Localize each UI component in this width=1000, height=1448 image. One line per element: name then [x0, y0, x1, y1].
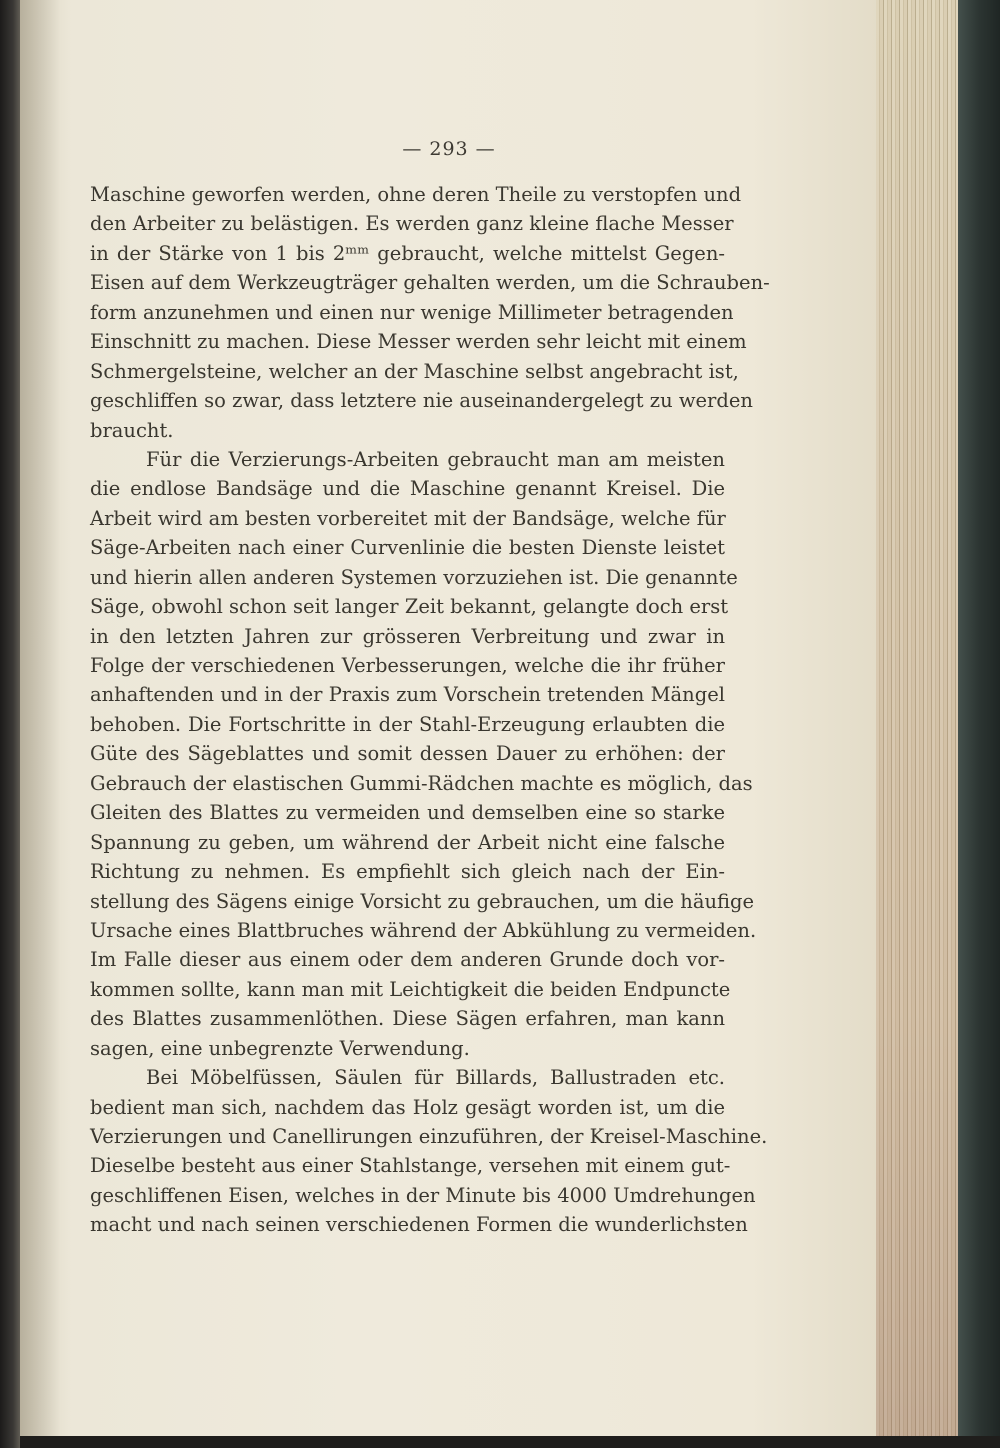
bottom-edge [20, 1436, 1000, 1448]
text-line: kommen sollte, kann man mit Leichtigkeit die beiden Endpuncte [90, 977, 731, 1001]
text-line: Spannung zu geben, um während der Arbeit nicht eine falsche [90, 830, 725, 854]
text-line: Arbeit wird am besten vorbereitet mit der Bandsäge, welche für [90, 506, 726, 530]
text-line: Folge der verschiedenen Verbesserungen, welche die ihr früher [90, 654, 725, 677]
page-edges [876, 0, 958, 1448]
text-line: Säge, obwohl schon seit langer Zeit bekannt, gelangte doch erst [90, 595, 729, 619]
text-line: Maschine geworfen werden, ohne deren Theile zu verstopfen und [90, 183, 742, 206]
text-line: Güte des Sägeblattes und somit dessen Dauer zu erhöhen: der [90, 742, 725, 766]
text-line: Für die Verzierungs-Arbeiten gebraucht man am meisten [146, 447, 725, 471]
text-line: die endlose Bandsäge und die Maschine genannt Kreisel. Die [90, 477, 725, 501]
text-line: Verzierungen und Canellirungen einzuführen, der Kreisel-Maschine. [90, 1125, 768, 1148]
text-line: Dieselbe besteht aus einer Stahlstange, versehen mit einem gut- [90, 1154, 731, 1178]
book-cover-edge [958, 0, 1000, 1448]
text-line: bedient man sich, nachdem das Holz gesägt worden ist, um die [90, 1095, 725, 1119]
text-line: Säge-Arbeiten nach einer Curvenlinie die besten Dienste leistet [90, 536, 725, 560]
text-line: stellung des Sägens einige Vorsicht zu gebrauchen, um die häufige [90, 889, 755, 913]
text-line: geschliffenen Eisen, welches in der Minute bis 4000 Umdrehungen [90, 1183, 756, 1207]
book-page [20, 0, 878, 1448]
text-line: Schmergelsteine, welcher an der Maschine selbst angebracht ist, [90, 359, 739, 383]
page-number: — 293 — [402, 138, 496, 160]
text-line: macht und nach seinen verschiedenen Formen die wunderlichsten [90, 1213, 748, 1237]
text-line: Bei Möbelfüssen, Säulen für Billards, Ballustraden etc. [146, 1066, 725, 1090]
text-line: Im Falle dieser aus einem oder dem anderen Grunde doch vor- [90, 948, 725, 972]
text-line: geschliffen so zwar, dass letztere nie auseinandergelegt zu werden [90, 389, 753, 413]
text-line: des Blattes zusammenlöthen. Diese Sägen erfahren, man kann [90, 1007, 725, 1031]
text-line: braucht. [90, 418, 174, 442]
text-line: Eisen auf dem Werkzeugträger gehalten werden, um die Schrauben- [90, 271, 770, 295]
book-left-edge [0, 0, 22, 1448]
text-line: in der Stärke von 1 bis 2ᵐᵐ gebraucht, welche mittelst Gegen- [90, 241, 725, 265]
text-line: Einschnitt zu machen. Diese Messer werden sehr leicht mit einem [90, 330, 747, 354]
text-line: den Arbeiter zu belästigen. Es werden ganz kleine flache Messer [90, 212, 734, 236]
text-line: anhaftenden und in der Praxis zum Vorschein tretenden Mängel [90, 683, 725, 707]
text-line: behoben. Die Fortschritte in der Stahl-Erzeugung erlaubten die [90, 712, 725, 736]
text-line: und hierin allen anderen Systemen vorzuziehen ist. Die genannte [90, 565, 738, 589]
text-line: Ursache eines Blattbruches während der Abkühlung zu vermeiden. [90, 918, 757, 942]
text-line: Gebrauch der elastischen Gummi-Rädchen machte es möglich, das [90, 771, 753, 795]
body-text [90, 180, 770, 1240]
text-line: sagen, eine unbegrenzte Verwendung. [90, 1036, 470, 1060]
text-line: form anzunehmen und einen nur wenige Millimeter betragenden [90, 300, 734, 324]
text-line: Richtung zu nehmen. Es empfiehlt sich gleich nach der Ein- [90, 860, 725, 884]
gutter-shadow [20, 0, 60, 1448]
text-line: Gleiten des Blattes zu vermeiden und demselben eine so starke [90, 801, 725, 825]
text-line: in den letzten Jahren zur grösseren Verbreitung und zwar in [90, 624, 725, 648]
